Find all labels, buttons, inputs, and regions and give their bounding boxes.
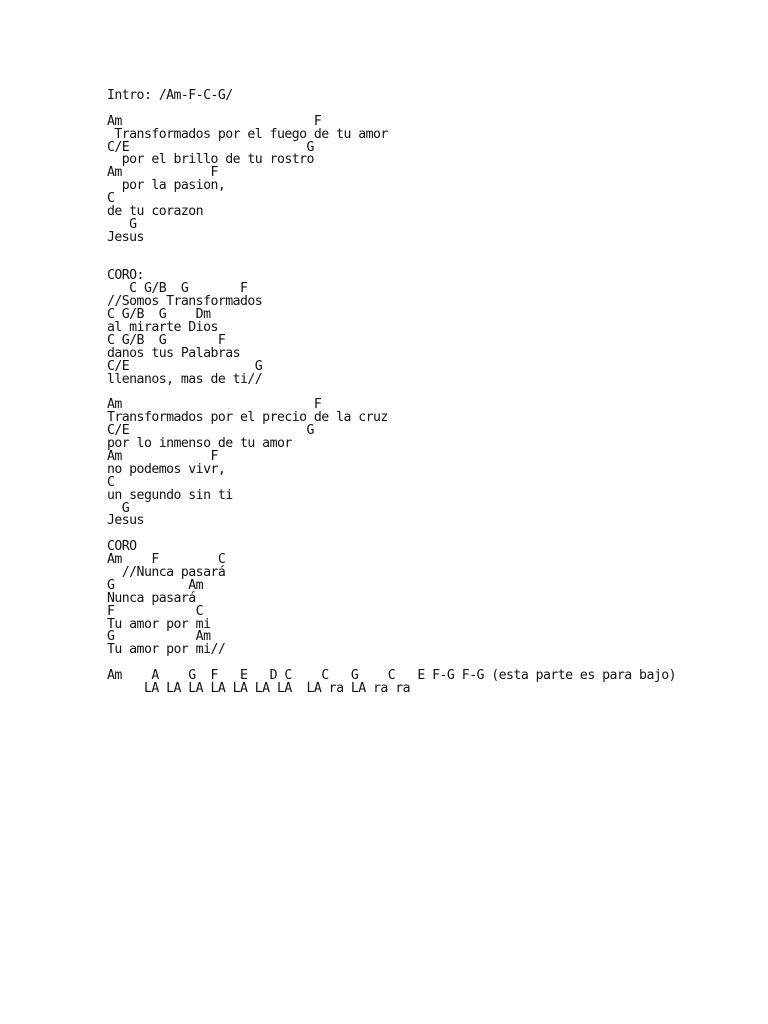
chord-line: C xyxy=(107,474,115,490)
chord-line: G Am xyxy=(107,577,204,593)
chord-line: C G/B G F xyxy=(107,281,248,297)
lyric-line: Transformados por el precio de la cruz xyxy=(107,410,388,426)
chord-line: G xyxy=(107,500,130,516)
lyric-line: llenanos, mas de ti// xyxy=(107,371,263,387)
lyric-line: de tu corazon xyxy=(107,204,204,220)
lyric-line: Jesus xyxy=(107,229,144,245)
chord-line: G Am xyxy=(107,629,211,645)
lyric-line: Nunca pasará xyxy=(107,590,196,606)
chord-line: C/E G xyxy=(107,423,314,439)
lyric-line: Tu amor por mi// xyxy=(107,642,226,658)
chord-line: Am F C xyxy=(107,552,226,568)
lyric-line: Jesus xyxy=(107,513,144,529)
chord-line: Am F xyxy=(107,448,218,464)
verse-1 xyxy=(107,113,747,245)
chord-line: C/E G xyxy=(107,358,263,374)
verse-2 xyxy=(107,399,747,528)
lyric-line: Transformados por el fuego de tu amor xyxy=(107,126,388,142)
chord-line: F C xyxy=(107,603,204,619)
lyric-line: al mirarte Dios xyxy=(107,320,218,336)
lyric-line: un segundo sin ti xyxy=(107,487,233,503)
lyric-line: Tu amor por mi xyxy=(107,616,211,632)
bass-chord-line: Am A G F E D C C G C E F-G F-G (esta parte es para bajo) xyxy=(107,668,676,684)
chorus-2 xyxy=(107,541,747,657)
chord-sheet xyxy=(107,90,747,696)
chord-line: G xyxy=(107,216,137,232)
lyric-line: por el brillo de tu rostro xyxy=(107,152,314,168)
blank-line xyxy=(107,245,747,271)
chord-line: C xyxy=(107,191,115,207)
outro xyxy=(107,670,747,696)
chord-line: C G/B G Dm xyxy=(107,307,211,323)
section-heading: CORO: xyxy=(107,268,144,284)
lyric-line: //Somos Transformados xyxy=(107,294,263,310)
lyric-line: danos tus Palabras xyxy=(107,345,241,361)
chorus-1 xyxy=(107,270,747,386)
chord-line: Am F xyxy=(107,113,322,129)
intro-line: Intro: /Am-F-C-G/ xyxy=(107,88,233,103)
vocal-syllables-line: LA LA LA LA LA LA LA LA ra LA ra ra xyxy=(107,680,410,696)
chord-line: Am F xyxy=(107,165,218,181)
chord-line: C/E G xyxy=(107,139,314,155)
lyric-line: por la pasion, xyxy=(107,178,226,194)
chord-line: C G/B G F xyxy=(107,332,226,348)
lyric-line: por lo inmenso de tu amor xyxy=(107,436,292,452)
section-heading: CORO xyxy=(107,539,137,555)
lyric-line: //Nunca pasará xyxy=(107,564,226,580)
blank-line xyxy=(107,528,747,541)
chord-line: Am F xyxy=(107,397,322,413)
lyric-line: no podemos vivr, xyxy=(107,461,226,477)
